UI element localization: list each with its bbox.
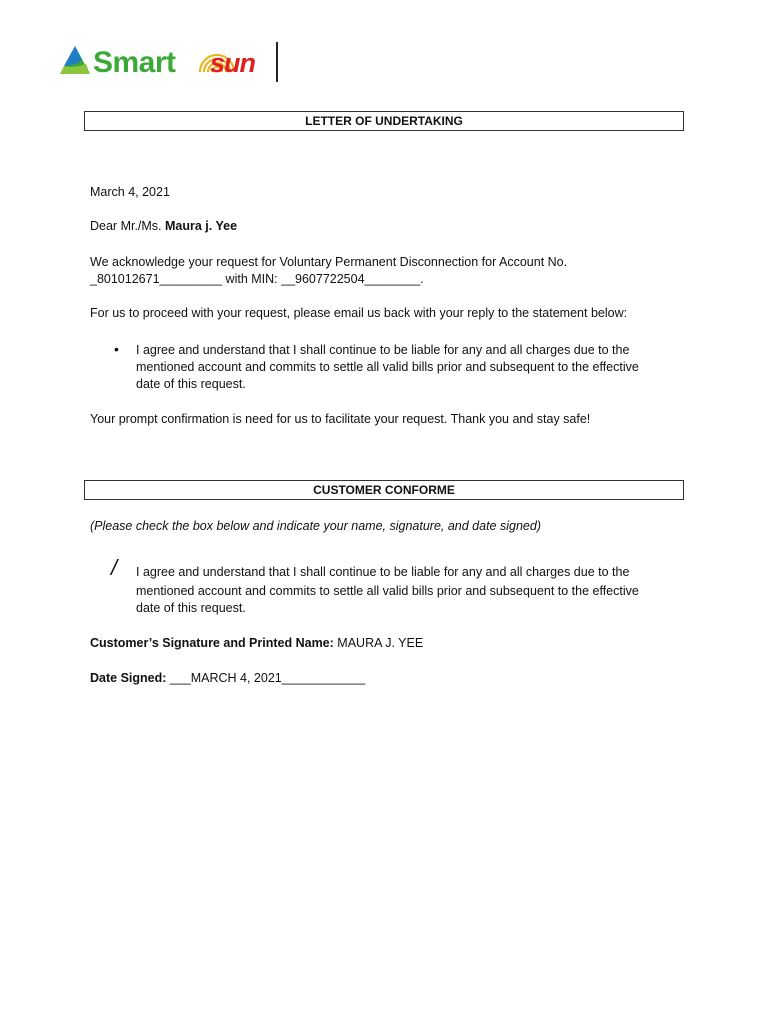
statement-line-3: date of this request. [136, 377, 246, 391]
conforme-statement-line-1: I agree and understand that I shall continue to be liable for any and all charges due to the [136, 565, 630, 579]
statement-line-1: I agree and understand that I shall continue to be liable for any and all charges due to the [136, 343, 630, 357]
ack-line-2: _801012671_________ with MIN: __9607722504________. [90, 272, 424, 286]
smart-logo-text: Smart [93, 46, 176, 79]
signature-label: Customer’s Signature and Printed Name: [90, 636, 334, 650]
sun-logo-text: sun [210, 48, 256, 78]
logo-row [58, 40, 298, 86]
conforme-statement-line-3: date of this request. [136, 601, 246, 615]
signature-value[interactable]: MAURA J. YEE [333, 636, 424, 650]
salutation-prefix: Dear Mr./Ms. [90, 219, 166, 233]
bullet-icon: • [114, 341, 119, 357]
letter-heading: LETTER OF UNDERTAKING [84, 111, 684, 131]
check-mark[interactable]: / [111, 555, 118, 580]
conforme-instruction: (Please check the box below and indicate your name, signature, and date signed) [90, 519, 541, 533]
date-signed-line [90, 671, 365, 685]
logo-divider [276, 42, 278, 82]
conforme-statement-line-2: mentioned account and commits to settle all valid bills prior and subsequent to the effective [136, 584, 639, 598]
salutation [90, 219, 237, 233]
signature-line [90, 636, 423, 650]
proceed-text: For us to proceed with your request, please email us back with your reply to the statement below: [90, 306, 628, 320]
salutation-name: Maura j. Yee [165, 219, 238, 233]
letter-date: March 4, 2021 [90, 185, 170, 199]
date-signed-label: Date Signed: [90, 671, 167, 685]
conforme-heading: CUSTOMER CONFORME [84, 480, 684, 500]
statement-line-2: mentioned account and commits to settle all valid bills prior and subsequent to the effective [136, 360, 639, 374]
ack-line-1: We acknowledge your request for Voluntary Permanent Disconnection for Account No. [90, 255, 568, 269]
smart-logo-icon [58, 44, 92, 78]
closing-text: Your prompt confirmation is need for us to facilitate your request. Thank you and stay safe! [90, 412, 591, 426]
date-signed-value[interactable]: ___MARCH 4, 2021____________ [166, 671, 366, 685]
